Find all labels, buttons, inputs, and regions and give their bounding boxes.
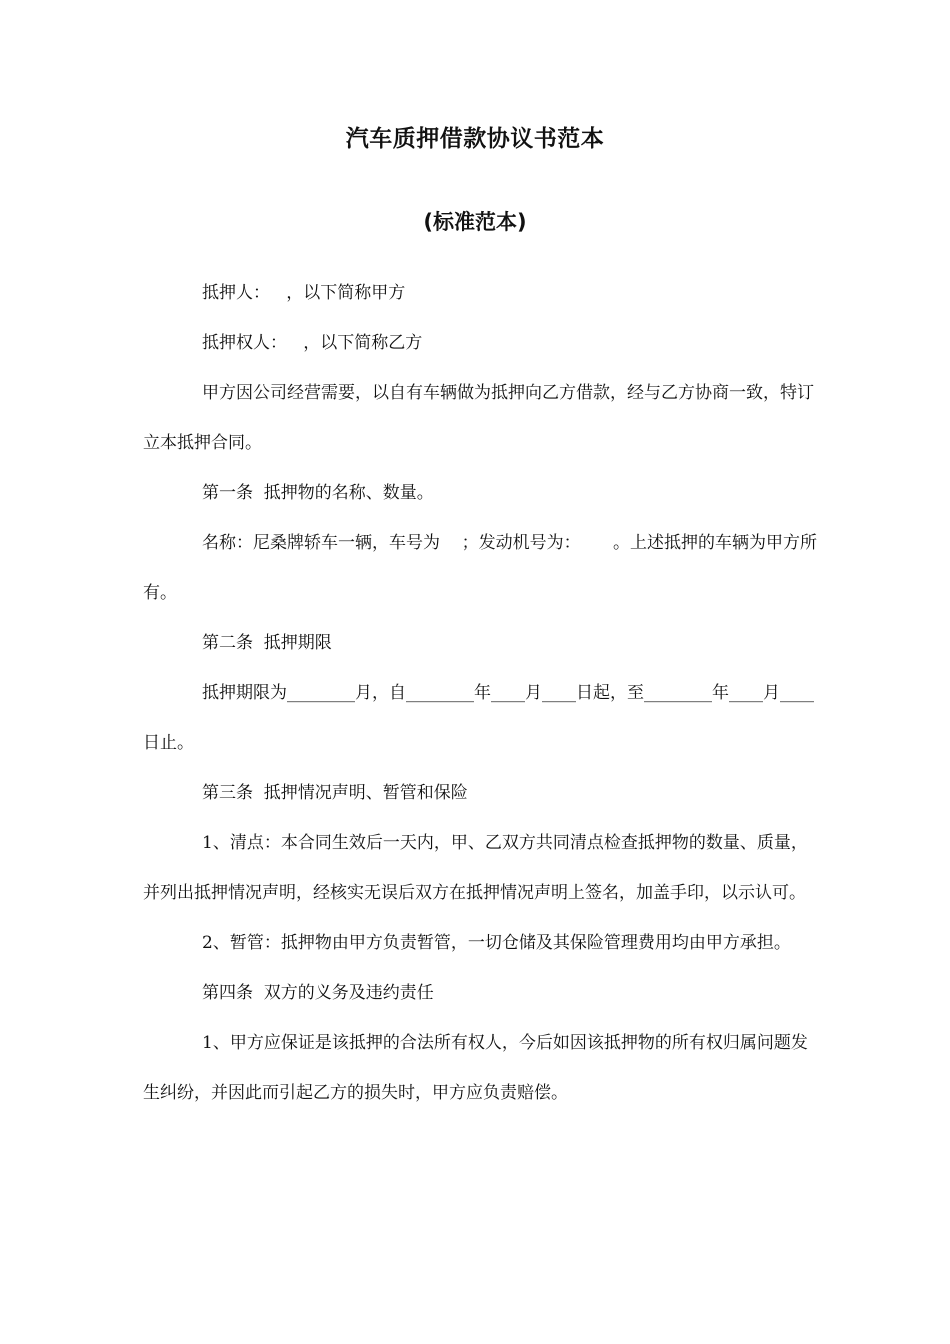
paragraph-pledgor: 抵押人： ，以下简称甲方	[202, 283, 406, 303]
document-title: 汽车质押借款协议书范本	[345, 126, 605, 152]
paragraph-obligation-1: 1、甲方应保证是该抵押的合法所有权人，今后如因该抵押物的所有权归属问题发生纠纷，并因此而引起乙方的损失时，甲方应负责赔偿。	[143, 1033, 808, 1103]
paragraph-preamble: 甲方因公司经营需要，以自有车辆做为抵押向乙方借款，经与乙方协商一致，特订立本抵押合同。	[143, 383, 814, 453]
article-3-heading: 第三条 抵押情况声明、暂管和保险	[202, 783, 468, 803]
article-2-heading: 第二条 抵押期限	[202, 633, 332, 653]
article-1-heading: 第一条 抵押物的名称、数量。	[202, 483, 434, 503]
paragraph-pledgee: 抵押权人： ，以下简称乙方	[202, 333, 423, 353]
paragraph-custody: 2、暂管：抵押物由甲方负责暂管，一切仓储及其保险管理费用均由甲方承担。	[202, 933, 791, 953]
article-4-heading: 第四条 双方的义务及违约责任	[202, 983, 434, 1003]
document-body	[143, 268, 823, 1118]
paragraph-term: 抵押期限为________月，自________年____月____日起，至________年____月____日止。	[143, 683, 814, 753]
paragraph-vehicle: 名称：尼桑牌轿车一辆，车号为 ；发动机号为： 。上述抵押的车辆为甲方所有。	[143, 533, 818, 603]
document-subtitle: (标准范本)	[423, 210, 527, 234]
paragraph-inventory: 1、清点：本合同生效后一天内，甲、乙双方共同清点检查抵押物的数量、质量，并列出抵押情况声明，经核实无误后双方在抵押情况声明上签名，加盖手印，以示认可。	[143, 833, 808, 903]
